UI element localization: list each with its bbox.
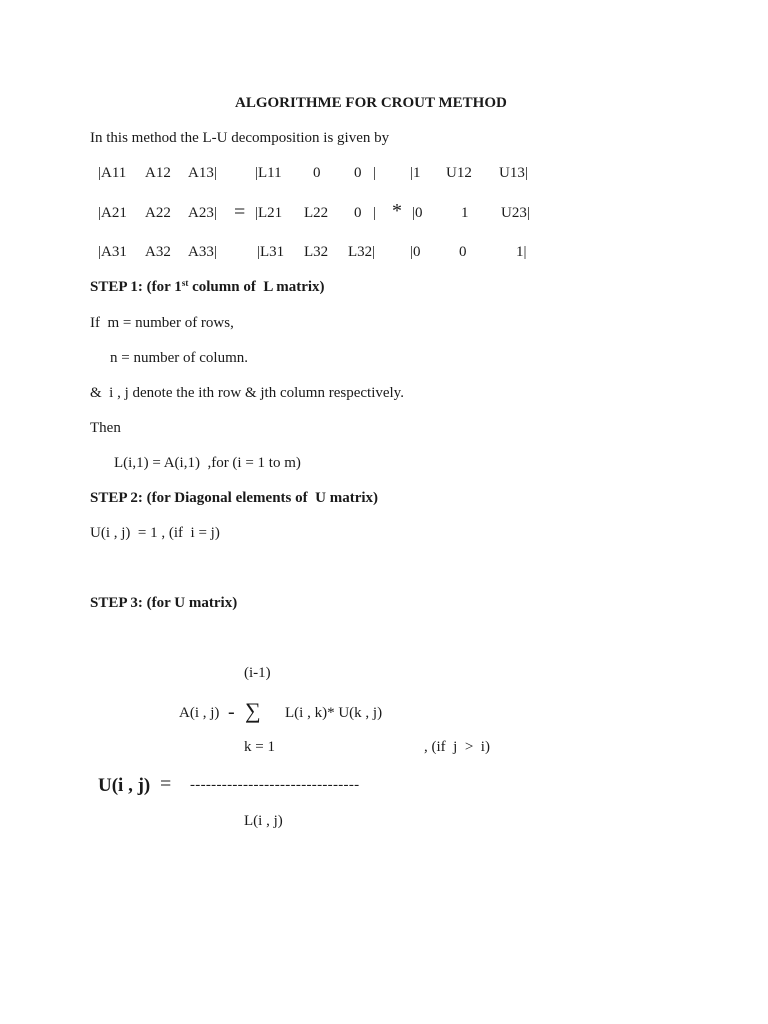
matrix-u-cell: U12 — [446, 165, 472, 181]
matrix-l-cell: | — [373, 205, 377, 221]
page-title: ALGORITHME FOR CROUT METHOD — [235, 95, 507, 111]
matrix-u-cell: U23| — [501, 205, 530, 221]
fraction-bar: -------------------------------- — [190, 777, 360, 793]
matrix-a-cell: A12 — [145, 165, 171, 181]
matrix-a-cell: |A21 — [98, 205, 127, 221]
minus-sign: - — [228, 701, 235, 723]
matrix-l-cell: L32| — [348, 244, 376, 260]
matrix-u-cell: |1 — [410, 165, 421, 181]
step1-line: If m = number of rows, — [90, 315, 234, 331]
step1-heading-suffix: column of L matrix) — [188, 279, 325, 295]
matrix-l-cell: 0 — [354, 165, 362, 181]
matrix-u-cell: 1| — [516, 244, 527, 260]
matrix-a-cell: A23| — [188, 205, 217, 221]
formula-lhs: U(i , j) — [98, 775, 151, 796]
equals-sign: = — [234, 201, 246, 223]
step1-heading-prefix: STEP 1: (for 1 — [90, 279, 182, 295]
step1-heading-sup: st — [181, 278, 189, 288]
matrix-l-cell: |L21 — [255, 205, 283, 221]
matrix-a-cell: |A11 — [98, 165, 127, 181]
step3-heading: STEP 3: (for U matrix) — [90, 595, 238, 611]
matrix-l-cell: L22 — [304, 205, 329, 221]
intro-text: In this method the L-U decomposition is given by — [90, 130, 390, 146]
matrix-l-cell: | — [373, 165, 377, 181]
denominator: L(i , j) — [244, 813, 283, 829]
matrix-l-cell: L32 — [304, 244, 329, 260]
step1-formula: L(i,1) = A(i,1) ,for (i = 1 to m) — [114, 455, 301, 471]
sum-lower-limit: k = 1 — [244, 739, 275, 755]
matrix-u-cell: |0 — [412, 205, 423, 221]
multiply-sign: * — [392, 200, 402, 222]
step1-line: Then — [90, 420, 121, 436]
sigma-symbol: ∑ — [245, 698, 261, 723]
step1-line: & i , j denote the ith row & jth column respectively. — [90, 385, 404, 401]
step1-heading — [90, 280, 325, 295]
matrix-u-cell: 0 — [459, 244, 467, 260]
matrix-l-cell: 0 — [354, 205, 362, 221]
step2-formula: U(i , j) = 1 , (if i = j) — [90, 525, 220, 541]
matrix-a-cell: |A31 — [98, 244, 127, 260]
matrix-l-cell: |L11 — [255, 165, 282, 181]
matrix-l-cell: |L31 — [257, 244, 285, 260]
formula-equals: = — [160, 773, 172, 795]
matrix-u-cell: U13| — [499, 165, 528, 181]
matrix-a-cell: A33| — [188, 244, 217, 260]
matrix-u-cell: 1 — [461, 205, 469, 221]
condition: , (if j > i) — [424, 739, 490, 755]
matrix-l-cell: 0 — [313, 165, 321, 181]
numerator-term: A(i , j) — [179, 705, 220, 721]
step2-heading: STEP 2: (for Diagonal elements of U matrix) — [90, 490, 379, 506]
sum-upper-limit: (i-1) — [244, 665, 271, 681]
summand: L(i , k)* U(k , j) — [285, 705, 383, 721]
matrix-a-cell: A32 — [145, 244, 171, 260]
matrix-a-cell: A13| — [188, 165, 217, 181]
step1-line: n = number of column. — [110, 350, 249, 366]
matrix-u-cell: |0 — [410, 244, 421, 260]
matrix-a-cell: A22 — [145, 205, 171, 221]
